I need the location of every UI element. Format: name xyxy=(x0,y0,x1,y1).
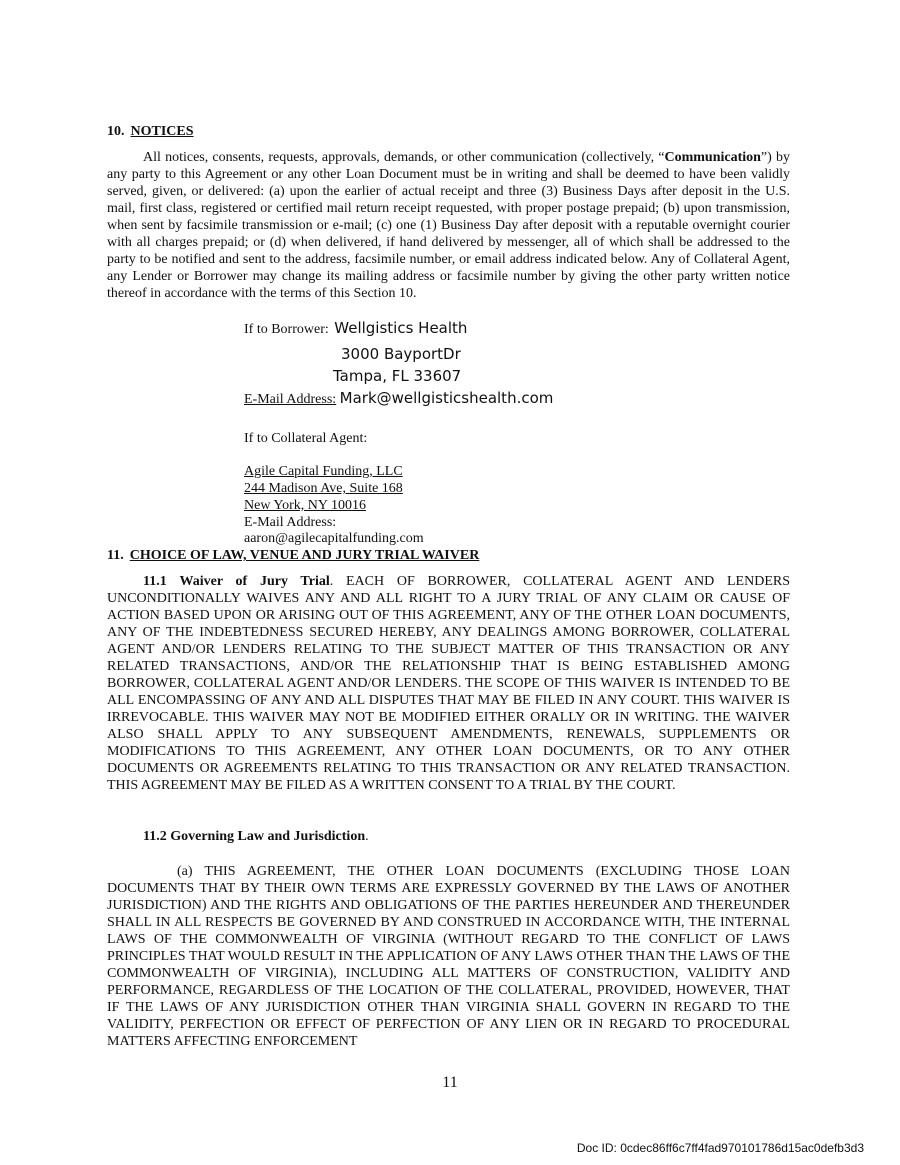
subsection-title: Waiver of Jury Trial xyxy=(179,574,330,589)
borrower-city: Tampa, FL 33607 xyxy=(333,367,462,385)
agent-email-label: E-Mail Address: xyxy=(244,515,337,530)
borrower-email-label: E-Mail Address: xyxy=(244,392,337,407)
page-number: 11 xyxy=(442,1074,458,1091)
agent-street: 244 Madison Ave, Suite 168 xyxy=(244,481,403,496)
agent-label: If to Collateral Agent: xyxy=(244,431,368,446)
subsection-number: 11.1 xyxy=(143,574,167,589)
section-10-heading xyxy=(107,124,790,140)
section-11-heading xyxy=(107,548,790,564)
doc-id: Doc ID: 0cdec86ff6c7ff4fad970101786d15ac0defb3d3 xyxy=(576,1141,864,1155)
agent-name: Agile Capital Funding, LLC xyxy=(244,464,403,479)
paragraph-text-b: ”) by any party to this Agreement or any other Loan Document must be in writing and shall be deemed to have been validly served, given, or delivered: (a) upon the earlier of actual receipt and three (3) Business Days after deposit in the U.S. mail, first class, registered or certified mail return receipt requested, with proper postage prepaid; (b) upon transmission, when sent by facsimile transmission or e-mail; (c) one (1) Business Day after deposit with a reputable overnight courier with all charges prepaid; or (d) when delivered, if hand delivered by messenger, all of which shall be addressed to the party to be notified and sent to the address, facsimile number, or email address indicated below. Any of Collateral Agent, any Lender or Borrower may change its mailing address or facsimile number by giving the other party written notice thereof in accordance with the terms of this Section 10. xyxy=(107,150,790,301)
borrower-email-line xyxy=(244,390,553,408)
paragraph-text-a: All notices, consents, requests, approvals, demands, or other communication (collectively, “ xyxy=(143,150,665,165)
borrower-street: 3000 BayportDr xyxy=(341,345,461,363)
subsection-11-1 xyxy=(107,573,790,794)
subsection-11-2-heading xyxy=(107,828,790,845)
borrower-name: Wellgistics Health xyxy=(334,319,468,337)
subsection-number: 11.2 xyxy=(143,829,167,844)
section-number: 11. xyxy=(107,548,124,563)
section-10-paragraph xyxy=(107,149,790,302)
borrower-address-line xyxy=(244,320,467,338)
subsection-text: . EACH OF BORROWER, COLLATERAL AGENT AND LENDERS UNCONDITIONALLY WAIVES ANY AND ALL RIGHT TO A JURY TRIAL OF ANY CLAIM OR CAUSE OF ACTION BASED UPON OR ARISING OUT OF THIS AGREEMENT, ANY OF THE OTHER LOAN DOCUMENTS, ANY OF THE INDEBTEDNESS SECURED HEREBY, ANY DEALINGS AMONG BORROWER, COLLATERAL AGENT AND/OR LENDERS RELATING TO THE SUBJECT MATTER OF THIS TRANSACTION OR ANY RELATED TRANSACTIONS, AND/OR THE RELATIONSHIP THAT IS BEING ESTABLISHED AMONG BORROWER, COLLATERAL AGENT AND/OR LENDERS. THE SCOPE OF THIS WAIVER IS INTENDED TO BE ALL ENCOMPASSING OF ANY AND ALL DISPUTES THAT MAY BE FILED IN ANY COURT. THIS WAIVER IS IRREVOCABLE. THIS WAIVER MAY NOT BE MODIFIED EITHER ORALLY OR IN WRITING. THE WAIVER ALSO SHALL APPLY TO ANY SUBSEQUENT AMENDMENTS, RENEWALS, SUPPLEMENTS OR MODIFICATIONS TO THIS AGREEMENT, ANY OTHER LOAN DOCUMENTS, OR TO ANY OTHER DOCUMENTS OR AGREEMENTS RELATING TO THIS TRANSACTION OR ANY RELATED TRANSACTION. THIS AGREEMENT MAY BE FILED AS A WRITTEN CONSENT TO A TRIAL BY THE COURT. xyxy=(107,574,790,793)
subsection-title-dot: . xyxy=(365,829,369,844)
defined-term: Communication xyxy=(664,150,761,165)
section-number: 10. xyxy=(107,124,125,139)
subsection-title: Governing Law and Jurisdiction xyxy=(170,829,366,844)
agent-city: New York, NY 10016 xyxy=(244,498,366,513)
borrower-email: Mark@wellgisticshealth.com xyxy=(339,389,554,407)
section-title: CHOICE OF LAW, VENUE AND JURY TRIAL WAIVER xyxy=(129,548,480,563)
section-title: NOTICES xyxy=(130,124,194,139)
subsection-text: (a) THIS AGREEMENT, THE OTHER LOAN DOCUMENTS (EXCLUDING THOSE LOAN DOCUMENTS THAT BY THEIR OWN TERMS ARE EXPRESSLY GOVERNED BY THE LAWS OF ANOTHER JURISDICTION) AND THE RIGHTS AND OBLIGATIONS OF THE PARTIES HEREUNDER AND THEREUNDER SHALL IN ALL RESPECTS BE GOVERNED BY AND CONSTRUED IN ACCORDANCE WITH, THE INTERNAL LAWS OF THE COMMONWEALTH OF VIRGINIA (WITHOUT REGARD TO THE CONFLICT OF LAWS PRINCIPLES THAT WOULD RESULT IN THE APPLICATION OF ANY LAWS OTHER THAN THE LAWS OF THE COMMONWEALTH OF VIRGINIA), INCLUDING ALL MATTERS OF CONSTRUCTION, VALIDITY AND PERFORMANCE, REGARDLESS OF THE LOCATION OF THE COLLATERAL, PROVIDED, HOWEVER, THAT IF THE LAWS OF ANY JURISDICTION OTHER THAN VIRGINIA SHALL GOVERN IN REGARD TO THE VALIDITY, PERFECTION OR EFFECT OF PERFECTION OF ANY LIEN OR IN REGARD TO PROCEDURAL MATTERS AFFECTING ENFORCEMENT xyxy=(107,864,790,1049)
borrower-label: If to Borrower: xyxy=(244,322,329,337)
subsection-11-2-a xyxy=(107,863,790,1050)
agent-email: aaron@agilecapitalfunding.com xyxy=(244,531,424,546)
